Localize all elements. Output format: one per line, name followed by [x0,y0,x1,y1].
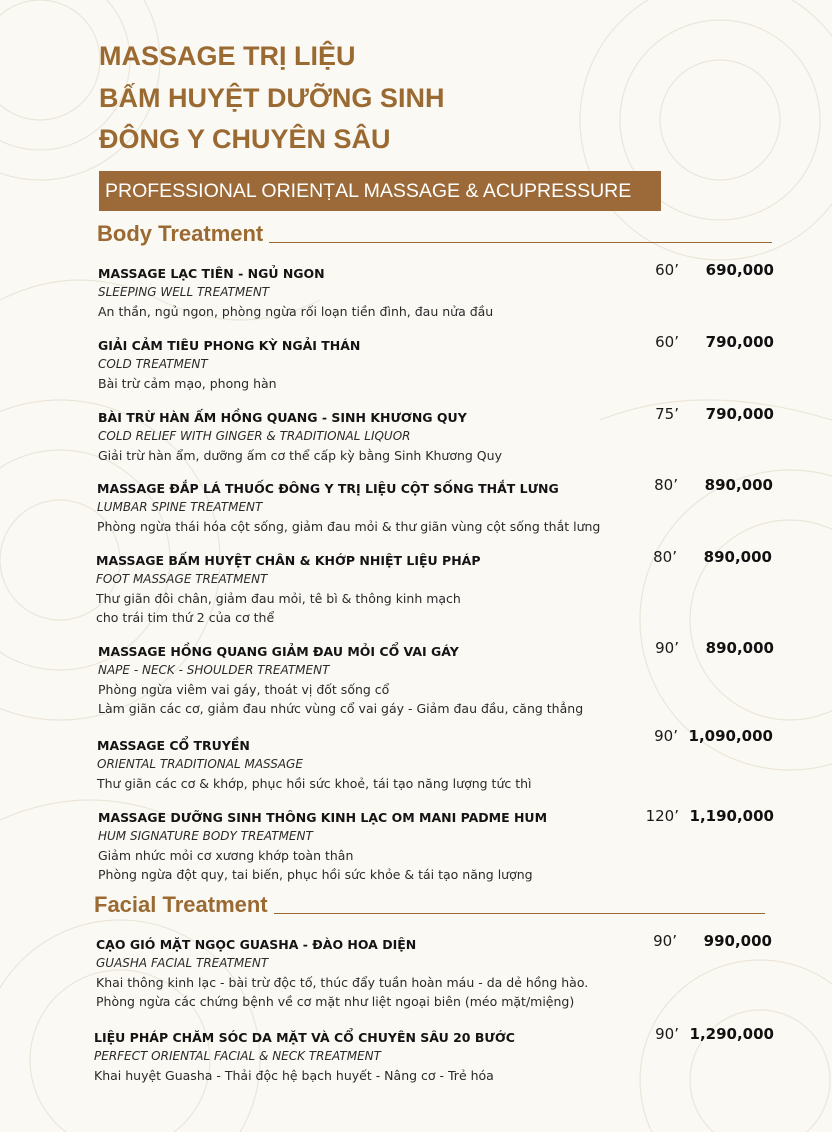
page-title-line2: BẤM HUYỆT DƯỠNG SINH [99,83,445,113]
treatment-name: MASSAGE DƯỠNG SINH THÔNG KINH LẠC OM MANI PADME HUM [98,810,548,825]
treatment-duration: 60’ [655,333,679,351]
section-title-facial: Facial Treatment [94,892,268,917]
section-header-facial [94,892,765,918]
treatment-english-name: COLD RELIEF WITH GINGER & TRADITIONAL LIQUOR [98,429,411,443]
section-header-body [97,221,772,247]
menu-item [98,333,778,393]
menu-item [98,639,778,718]
treatment-description: Làm giãn các cơ, giảm đau nhức vùng cổ vai gáy - Giảm đau đầu, căng thẳng [98,701,584,716]
page-title-line1: MASSAGE TRỊ LIỆU [99,41,356,71]
treatment-description: Phòng ngừa các chứng bệnh về cơ mặt như liệt ngoại biên (méo mặt/miệng) [96,994,575,1009]
treatment-price: 1,190,000 [689,807,774,825]
treatment-duration: 120’ [645,807,679,825]
section-divider [274,913,765,914]
treatment-description: Thư giãn đôi chân, giảm đau mỏi, tê bì & thông kinh mạch [96,591,461,606]
treatment-name: MASSAGE BẤM HUYỆT CHÂN & KHỚP NHIỆT LIỆU PHÁP [96,553,481,568]
treatment-name: GIẢI CẢM TIÊU PHONG KỲ NGẢI THÁN [98,338,361,353]
section-title-body: Body Treatment [97,221,264,246]
treatment-duration: 90’ [655,1025,679,1043]
treatment-price: 890,000 [703,548,772,566]
menu-item [97,727,777,793]
treatment-english-name: ORIENTAL TRADITIONAL MASSAGE [97,757,303,771]
treatment-description: Phòng ngừa viêm vai gáy, thoát vị đốt sống cổ [98,682,390,697]
treatment-description: Giải trừ hàn ẩm, dưỡng ấm cơ thể cấp kỳ bằng Sinh Khương Quy [98,448,502,463]
treatment-duration: 90’ [653,932,677,950]
treatment-english-name: SLEEPING WELL TREATMENT [98,285,270,299]
treatment-name: MASSAGE LẠC TIÊN - NGỦ NGON [98,266,325,281]
treatment-english-name: GUASHA FACIAL TREATMENT [96,956,269,970]
section-divider [269,242,772,243]
treatment-english-name: NAPE - NECK - SHOULDER TREATMENT [98,663,330,677]
treatment-name: MASSAGE CỔ TRUYỀN [97,738,250,753]
treatment-english-name: HUM SIGNATURE BODY TREATMENT [98,829,313,843]
menu-item [98,809,778,884]
treatment-english-name: PERFECT ORIENTAL FACIAL & NECK TREATMENT [94,1049,381,1063]
treatment-description: Bài trừ cảm mạo, phong hàn [98,376,277,391]
treatment-duration: 75’ [655,405,679,423]
treatment-description: Khai thông kinh lạc - bài trừ độc tố, thúc đẩy tuần hoàn máu - da dẻ hồng hào. [96,975,589,990]
treatment-english-name: LUMBAR SPINE TREATMENT [97,500,263,514]
page-title-line3: ĐÔNG Y CHUYÊN SÂU [99,124,391,154]
treatment-description: Thư giãn các cơ & khớp, phục hồi sức khoẻ, tái tạo năng lượng tức thì [97,776,532,791]
treatment-price: 690,000 [705,261,774,279]
treatment-price: 790,000 [705,333,774,351]
menu-item [96,548,776,627]
treatment-duration: 90’ [655,639,679,657]
treatment-price: 890,000 [705,639,774,657]
treatment-price: 1,290,000 [689,1025,774,1043]
treatment-description: Giảm nhức mỏi cơ xương khớp toàn thân [98,848,354,863]
menu-item [97,476,777,536]
treatment-description: Khai huyệt Guasha - Thải độc hệ bạch huyết - Nâng cơ - Trẻ hóa [94,1068,494,1083]
treatment-english-name: COLD TREATMENT [98,357,208,371]
menu-item [96,932,776,1011]
treatment-name: LIỆU PHÁP CHĂM SÓC DA MẶT VÀ CỔ CHUYÊN SÂU 20 BƯỚC [94,1030,515,1045]
treatment-description: Phòng ngừa thái hóa cột sống, giảm đau mỏi & thư giãn vùng cột sống thắt lưng [97,519,601,534]
treatment-description: Phòng ngừa đột quy, tai biến, phục hồi sức khỏe & tái tạo năng lượng [98,867,533,882]
treatment-price: 990,000 [703,932,772,950]
treatment-description: cho trái tim thứ 2 của cơ thể [96,610,275,625]
treatment-duration: 80’ [654,476,678,494]
menu-item [98,261,778,321]
treatment-duration: 90’ [654,727,678,745]
treatment-duration: 80’ [653,548,677,566]
treatment-name: MASSAGE HỒNG QUANG GIẢM ĐAU MỎI CỔ VAI GÁY [98,644,459,659]
treatment-price: 1,090,000 [688,727,773,745]
treatment-price: 790,000 [705,405,774,423]
subtitle-banner: PROFESSIONAL ORIENṬAL MASSAGE & ACUPRESSURE [99,171,661,211]
treatment-name: BÀI TRỪ HÀN ẤM HỒNG QUANG - SINH KHƯƠNG QUY [98,410,467,425]
treatment-description: An thần, ngủ ngon, phòng ngừa rối loạn tiền đình, đau nửa đầu [98,304,494,319]
treatment-name: CẠO GIÓ MẶT NGỌC GUASHA - ĐÀO HOA DIỆN [96,937,417,952]
treatment-name: MASSAGE ĐẮP LÁ THUỐC ĐÔNG Y TRỊ LIỆU CỘT SỐNG THẮT LƯNG [97,481,559,496]
treatment-english-name: FOOT MASSAGE TREATMENT [96,572,268,586]
menu-item [94,1025,778,1085]
treatment-price: 890,000 [704,476,773,494]
treatment-duration: 60’ [655,261,679,279]
menu-item [98,405,778,465]
